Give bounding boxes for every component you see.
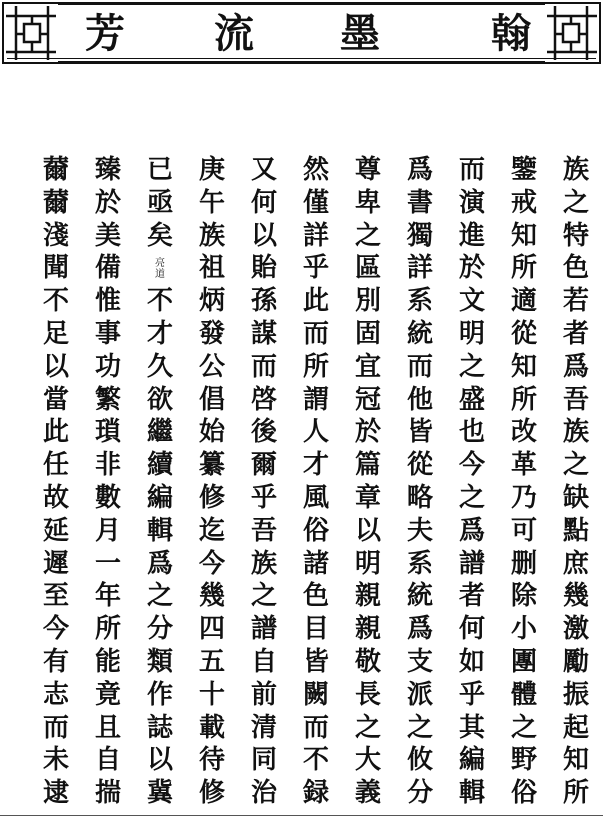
text-char: 延 xyxy=(42,515,69,546)
text-char: 臻 xyxy=(94,155,121,185)
text-char: 當 xyxy=(42,384,69,415)
text-char: 貽 xyxy=(250,253,277,284)
text-char: 繁 xyxy=(94,384,121,415)
text-char: 此 xyxy=(302,286,329,317)
text-char: 何 xyxy=(458,614,485,645)
text-char: 所 xyxy=(510,253,537,284)
text-char: 於 xyxy=(354,417,381,448)
text-char: 何 xyxy=(250,187,277,218)
title-char-4: 翰 xyxy=(491,10,531,57)
text-char: 盛 xyxy=(458,384,485,415)
text-char: 今 xyxy=(458,450,485,481)
text-char: 闕 xyxy=(302,679,329,710)
text-char: 篇 xyxy=(354,450,381,481)
text-char: 不 xyxy=(146,286,173,317)
text-char: 所 xyxy=(302,351,329,382)
text-char: 小 xyxy=(510,614,537,645)
text-char: 之 xyxy=(562,450,589,481)
text-char: 然 xyxy=(302,155,329,185)
text-column-4 xyxy=(402,154,438,810)
text-char: 大 xyxy=(354,745,381,776)
text-char: 文 xyxy=(458,286,485,317)
text-char: 冀 xyxy=(146,778,173,809)
text-char: 載 xyxy=(198,712,225,743)
text-char: 體 xyxy=(510,679,537,710)
text-char: 四 xyxy=(198,614,225,645)
text-char: 謀 xyxy=(250,318,277,349)
text-char: 特 xyxy=(562,220,589,251)
text-column-2 xyxy=(506,154,542,810)
text-char: 發 xyxy=(198,318,225,349)
text-char: 可 xyxy=(510,515,537,546)
text-char: 午 xyxy=(198,187,225,218)
text-char: 揣 xyxy=(94,778,121,809)
text-char: 矣 xyxy=(146,220,173,251)
text-char: 爲 xyxy=(146,548,173,579)
text-char: 之 xyxy=(146,581,173,612)
text-char: 且 xyxy=(94,712,121,743)
text-char: 前 xyxy=(250,679,277,710)
text-char: 獨 xyxy=(406,220,433,251)
text-column-11 xyxy=(38,154,74,810)
text-char: 吾 xyxy=(250,515,277,546)
text-char: 删 xyxy=(510,548,537,579)
text-char: 之 xyxy=(458,351,485,382)
text-column-9 xyxy=(142,154,178,810)
text-char: 振 xyxy=(562,679,589,710)
text-char: 幾 xyxy=(198,581,225,612)
text-char: 固 xyxy=(354,318,381,349)
text-char: 俗 xyxy=(510,778,537,809)
text-char: 而 xyxy=(42,712,69,743)
text-char: 至 xyxy=(42,581,69,612)
text-char: 譜 xyxy=(458,548,485,579)
text-char: 有 xyxy=(42,646,69,677)
text-char: 略 xyxy=(406,482,433,513)
text-char: 之 xyxy=(458,482,485,513)
text-char: 派 xyxy=(406,679,433,710)
text-char: 非 xyxy=(94,450,121,481)
text-char: 從 xyxy=(406,450,433,481)
text-char: 起 xyxy=(562,712,589,743)
text-char: 清 xyxy=(250,712,277,743)
text-char: 明 xyxy=(354,548,381,579)
text-column-10 xyxy=(90,154,126,810)
text-char: 修 xyxy=(198,778,225,809)
text-char: 久 xyxy=(146,351,173,382)
text-char: 編 xyxy=(458,745,485,776)
text-char: 之 xyxy=(406,712,433,743)
text-char: 長 xyxy=(354,679,381,710)
text-char: 之 xyxy=(354,220,381,251)
text-char: 分 xyxy=(406,778,433,809)
text-char: 知 xyxy=(510,220,537,251)
text-char: 淺 xyxy=(42,220,69,251)
text-char: 適 xyxy=(510,286,537,317)
text-char: 事 xyxy=(94,318,121,349)
text-char: 人 xyxy=(302,417,329,448)
text-char: 於 xyxy=(458,253,485,284)
text-char: 作 xyxy=(146,679,173,710)
text-char: 系 xyxy=(406,286,433,317)
text-char: 尊 xyxy=(354,155,381,185)
text-char: 五 xyxy=(198,646,225,677)
text-char: 乎 xyxy=(458,679,485,710)
text-char: 乎 xyxy=(250,482,277,513)
text-char: 之 xyxy=(562,187,589,218)
text-char: 十 xyxy=(198,679,225,710)
text-char: 已 xyxy=(146,155,173,185)
text-char: 其 xyxy=(458,712,485,743)
text-char: 團 xyxy=(510,646,537,677)
text-char: 瑣 xyxy=(94,417,121,448)
text-char: 爲 xyxy=(562,351,589,382)
text-char: 故 xyxy=(42,482,69,513)
text-char: 明 xyxy=(458,318,485,349)
text-char: 修 xyxy=(198,482,225,513)
text-char: 爲 xyxy=(406,614,433,645)
text-char: 者 xyxy=(458,581,485,612)
text-char: 備 xyxy=(94,253,121,284)
text-char: 又 xyxy=(250,155,277,185)
text-char: 書 xyxy=(406,187,433,218)
text-char: 所 xyxy=(510,384,537,415)
text-char: 乃 xyxy=(510,482,537,513)
text-char: 遲 xyxy=(42,548,69,579)
text-char: 繼 xyxy=(146,417,173,448)
text-char: 而 xyxy=(250,351,277,382)
text-char: 所 xyxy=(562,778,589,809)
text-char: 亟 xyxy=(146,187,173,218)
text-char: 才 xyxy=(146,318,173,349)
text-char: 俗 xyxy=(302,515,329,546)
text-char: 皆 xyxy=(302,646,329,677)
text-char: 同 xyxy=(250,745,277,776)
text-char: 能 xyxy=(94,646,121,677)
text-char: 皆 xyxy=(406,417,433,448)
text-char: 公 xyxy=(198,351,225,382)
text-char: 類 xyxy=(146,646,173,677)
text-char: 才 xyxy=(302,450,329,481)
text-char: 爾 xyxy=(250,450,277,481)
text-char: 逮 xyxy=(42,778,69,809)
text-char: 風 xyxy=(302,482,329,513)
text-char: 續 xyxy=(146,450,173,481)
text-char: 今 xyxy=(42,614,69,645)
text-char: 以 xyxy=(250,220,277,251)
text-char: 月 xyxy=(94,515,121,546)
text-char: 誌 xyxy=(146,712,173,743)
text-char: 今 xyxy=(198,548,225,579)
text-char: 所 xyxy=(94,614,121,645)
text-char: 功 xyxy=(94,351,121,382)
text-char: 聞 xyxy=(42,253,69,284)
text-char: 者 xyxy=(562,318,589,349)
text-char: 炳 xyxy=(198,286,225,317)
text-char: 一 xyxy=(94,548,121,579)
bottom-rule xyxy=(0,815,603,816)
text-column-8 xyxy=(194,154,230,810)
fret-ornament-left xyxy=(4,4,58,62)
text-char: 色 xyxy=(562,253,589,284)
text-char: 區 xyxy=(354,253,381,284)
text-char: 譜 xyxy=(250,614,277,645)
text-char: 支 xyxy=(406,646,433,677)
text-char: 除 xyxy=(510,581,537,612)
text-char: 啓 xyxy=(250,384,277,415)
text-char: 爲 xyxy=(406,155,433,185)
text-char: 以 xyxy=(42,351,69,382)
text-char: 演 xyxy=(458,187,485,218)
text-char: 缺 xyxy=(562,482,589,513)
text-char: 也 xyxy=(458,417,485,448)
text-char: 祖 xyxy=(198,253,225,284)
text-char: 之 xyxy=(250,581,277,612)
text-char: 纂 xyxy=(198,450,225,481)
title-char-3: 墨 xyxy=(340,10,380,57)
text-char: 薾 xyxy=(42,187,69,218)
text-char: 後 xyxy=(250,417,277,448)
text-char: 從 xyxy=(510,318,537,349)
text-char: 治 xyxy=(250,778,277,809)
text-char: 乎 xyxy=(302,253,329,284)
text-char: 美 xyxy=(94,220,121,251)
text-char: 色 xyxy=(302,581,329,612)
text-char: 而 xyxy=(302,712,329,743)
text-char: 而 xyxy=(458,155,485,185)
text-char: 諸 xyxy=(302,548,329,579)
text-char: 親 xyxy=(354,614,381,645)
text-char: 勵 xyxy=(562,646,589,677)
text-char: 竟 xyxy=(94,679,121,710)
text-char: 年 xyxy=(94,581,121,612)
text-char: 激 xyxy=(562,614,589,645)
text-char: 攸 xyxy=(406,745,433,776)
text-char: 録 xyxy=(302,778,329,809)
text-char: 別 xyxy=(354,286,381,317)
text-column-3 xyxy=(454,154,490,810)
text-char: 知 xyxy=(510,351,537,382)
text-char: 敬 xyxy=(354,646,381,677)
text-char: 輯 xyxy=(146,515,173,546)
text-char: 庶 xyxy=(562,548,589,579)
text-char: 族 xyxy=(250,548,277,579)
text-char: 此 xyxy=(42,417,69,448)
text-char: 吾 xyxy=(562,384,589,415)
text-char: 編 xyxy=(146,482,173,513)
text-char: 始 xyxy=(198,417,225,448)
text-char: 族 xyxy=(562,417,589,448)
text-column-1 xyxy=(558,154,594,810)
text-column-5 xyxy=(350,154,386,810)
text-char: 他 xyxy=(406,384,433,415)
text-char: 改 xyxy=(510,417,537,448)
text-char: 不 xyxy=(302,745,329,776)
text-char: 革 xyxy=(510,450,537,481)
text-char: 之 xyxy=(510,712,537,743)
text-char: 惟 xyxy=(94,286,121,317)
text-char: 而 xyxy=(406,351,433,382)
text-char: 族 xyxy=(198,220,225,251)
text-char: 統 xyxy=(406,318,433,349)
text-char: 未 xyxy=(42,745,69,776)
text-char: 庚 xyxy=(198,155,225,185)
text-char: 知 xyxy=(562,745,589,776)
text-char: 系 xyxy=(406,548,433,579)
text-char: 孫 xyxy=(250,286,277,317)
text-char: 詳 xyxy=(302,220,329,251)
text-char: 待 xyxy=(198,745,225,776)
text-char: 薾 xyxy=(42,155,69,185)
text-char: 之 xyxy=(354,712,381,743)
fret-ornament-right xyxy=(545,4,599,62)
text-char: 輯 xyxy=(458,778,485,809)
title-char-1: 芳 xyxy=(85,10,125,57)
text-char: 自 xyxy=(250,646,277,677)
text-char: 點 xyxy=(562,515,589,546)
text-char: 任 xyxy=(42,450,69,481)
text-char: 宜 xyxy=(354,351,381,382)
text-char: 鑒 xyxy=(510,155,537,185)
text-char: 迄 xyxy=(198,515,225,546)
text-column-6 xyxy=(298,154,334,810)
text-char: 不 xyxy=(42,286,69,317)
annotation-note-char: 亮 xyxy=(155,257,165,269)
text-char: 僅 xyxy=(302,187,329,218)
text-char: 志 xyxy=(42,679,69,710)
text-char: 統 xyxy=(406,581,433,612)
text-char: 若 xyxy=(562,286,589,317)
text-char: 親 xyxy=(354,581,381,612)
text-char: 而 xyxy=(302,318,329,349)
text-char: 夫 xyxy=(406,515,433,546)
text-char: 欲 xyxy=(146,384,173,415)
text-char: 族 xyxy=(562,155,589,185)
text-column-7 xyxy=(246,154,282,810)
text-char: 自 xyxy=(94,745,121,776)
annotation-note xyxy=(142,252,178,285)
text-char: 以 xyxy=(354,515,381,546)
text-char: 以 xyxy=(146,745,173,776)
text-char: 章 xyxy=(354,482,381,513)
text-char: 卑 xyxy=(354,187,381,218)
text-char: 詳 xyxy=(406,253,433,284)
text-char: 目 xyxy=(302,614,329,645)
text-char: 冠 xyxy=(354,384,381,415)
text-char: 幾 xyxy=(562,581,589,612)
title-banner xyxy=(2,2,601,64)
text-char: 爲 xyxy=(458,515,485,546)
annotation-note-char: 道 xyxy=(155,268,165,280)
text-char: 義 xyxy=(354,778,381,809)
text-char: 數 xyxy=(94,482,121,513)
text-char: 野 xyxy=(510,745,537,776)
text-char: 足 xyxy=(42,318,69,349)
text-char: 如 xyxy=(458,646,485,677)
text-char: 進 xyxy=(458,220,485,251)
text-char: 分 xyxy=(146,614,173,645)
text-char: 戒 xyxy=(510,187,537,218)
text-char: 倡 xyxy=(198,384,225,415)
text-char: 於 xyxy=(94,187,121,218)
text-char: 謂 xyxy=(302,384,329,415)
title-char-2: 流 xyxy=(214,10,254,57)
